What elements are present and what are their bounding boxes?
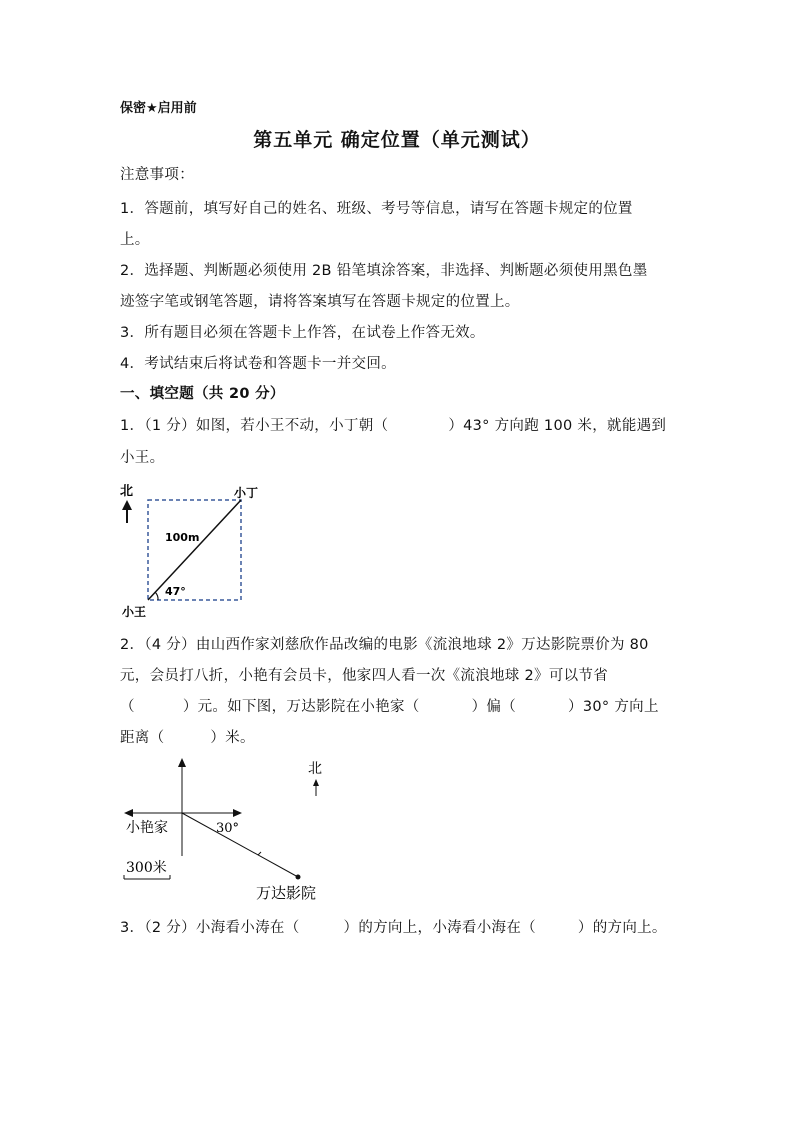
q3-line-1: [120, 916, 667, 937]
q2-right-arrow-icon: [233, 809, 242, 817]
q1-xiaoding-label: 小丁: [234, 486, 259, 500]
page-title: 第五单元 确定位置（单元测试）: [253, 129, 541, 151]
q2-text-b: ）元。如下图，万达影院在小艳家（: [182, 699, 420, 715]
q2-north-label: 北: [308, 761, 322, 777]
q3-text-a: 3．（2 分）小海看小涛在（: [120, 920, 300, 936]
q2-text-c: ）偏（: [471, 699, 517, 715]
q1-figure: [110, 478, 280, 620]
q1-xiaowang-label: 小王: [122, 605, 147, 619]
q2-left-arrow-icon: [124, 809, 133, 817]
q1-north-label: 北: [120, 484, 134, 499]
q1-north-arrow-icon: [122, 500, 132, 510]
q2-scale-label: 300米: [126, 860, 167, 876]
note-item-1-cont: 上。: [120, 232, 150, 248]
q3-text-c: ）的方向上。: [577, 920, 667, 936]
q1-text-b: ）43° 方向跑 100 米，就能遇到: [448, 418, 667, 434]
q2-cinema-line: [182, 813, 298, 877]
q2-tick-mark: [258, 852, 261, 855]
note-item-3: 3．所有题目必须在答题卡上作答，在试卷上作答无效。: [120, 325, 485, 341]
section-title-fill-blank: 一、填空题（共 20 分）: [120, 386, 285, 402]
notes-heading: 注意事项：: [120, 167, 194, 183]
q2-figure: [118, 756, 348, 906]
note-item-2-cont: 迹签字笔或钢笔答题，请将答案填写在答题卡规定的位置上。: [120, 294, 520, 310]
q2-line-2: 元，会员打八折，小艳有会员卡，他家四人看一次《流浪地球 2》可以节省: [120, 668, 609, 684]
q2-text-a: （: [120, 699, 135, 715]
q2-text-d: ）30° 方向上: [568, 699, 659, 715]
q1-line-1: [120, 414, 666, 435]
q1-distance-label: 100m: [165, 531, 200, 544]
q2-angle-label: 30°: [216, 821, 240, 836]
q2-line-4: [120, 726, 255, 747]
q1-text-a: 1．（1 分）如图，若小王不动，小丁朝（: [120, 418, 389, 434]
note-item-1: 1．答题前，填写好自己的姓名、班级、考号等信息，请写在答题卡规定的位置: [120, 201, 633, 217]
q2-text-f: ）米。: [210, 730, 255, 746]
note-item-4: 4．考试结束后将试卷和答题卡一并交回。: [120, 356, 396, 372]
q1-angle-label: 47°: [165, 585, 186, 598]
q1-line-2: 小王。: [120, 450, 165, 466]
q1-angle-arc: [155, 592, 158, 600]
q2-home-label: 小艳家: [126, 820, 168, 836]
q2-up-arrow-icon: [178, 758, 186, 767]
q2-text-e: 距离（: [120, 730, 165, 746]
q2-cinema-point: [296, 875, 301, 880]
q2-line-3: [120, 695, 659, 716]
q2-north-arrow-icon: [313, 779, 319, 786]
q2-cinema-label: 万达影院: [256, 884, 317, 902]
q2-line-1: 2．（4 分）由山西作家刘慈欣作品改编的电影《流浪地球 2》万达影院票价为 80: [120, 637, 649, 653]
q3-text-b: ）的方向上，小涛看小海在（: [343, 920, 536, 936]
q1-path-line: [148, 500, 241, 600]
note-item-2: 2．选择题、判断题必须使用 2B 铅笔填涂答案，非选择、判断题必须使用黑色墨: [120, 263, 648, 279]
confidential-label: 保密★启用前: [120, 101, 197, 116]
